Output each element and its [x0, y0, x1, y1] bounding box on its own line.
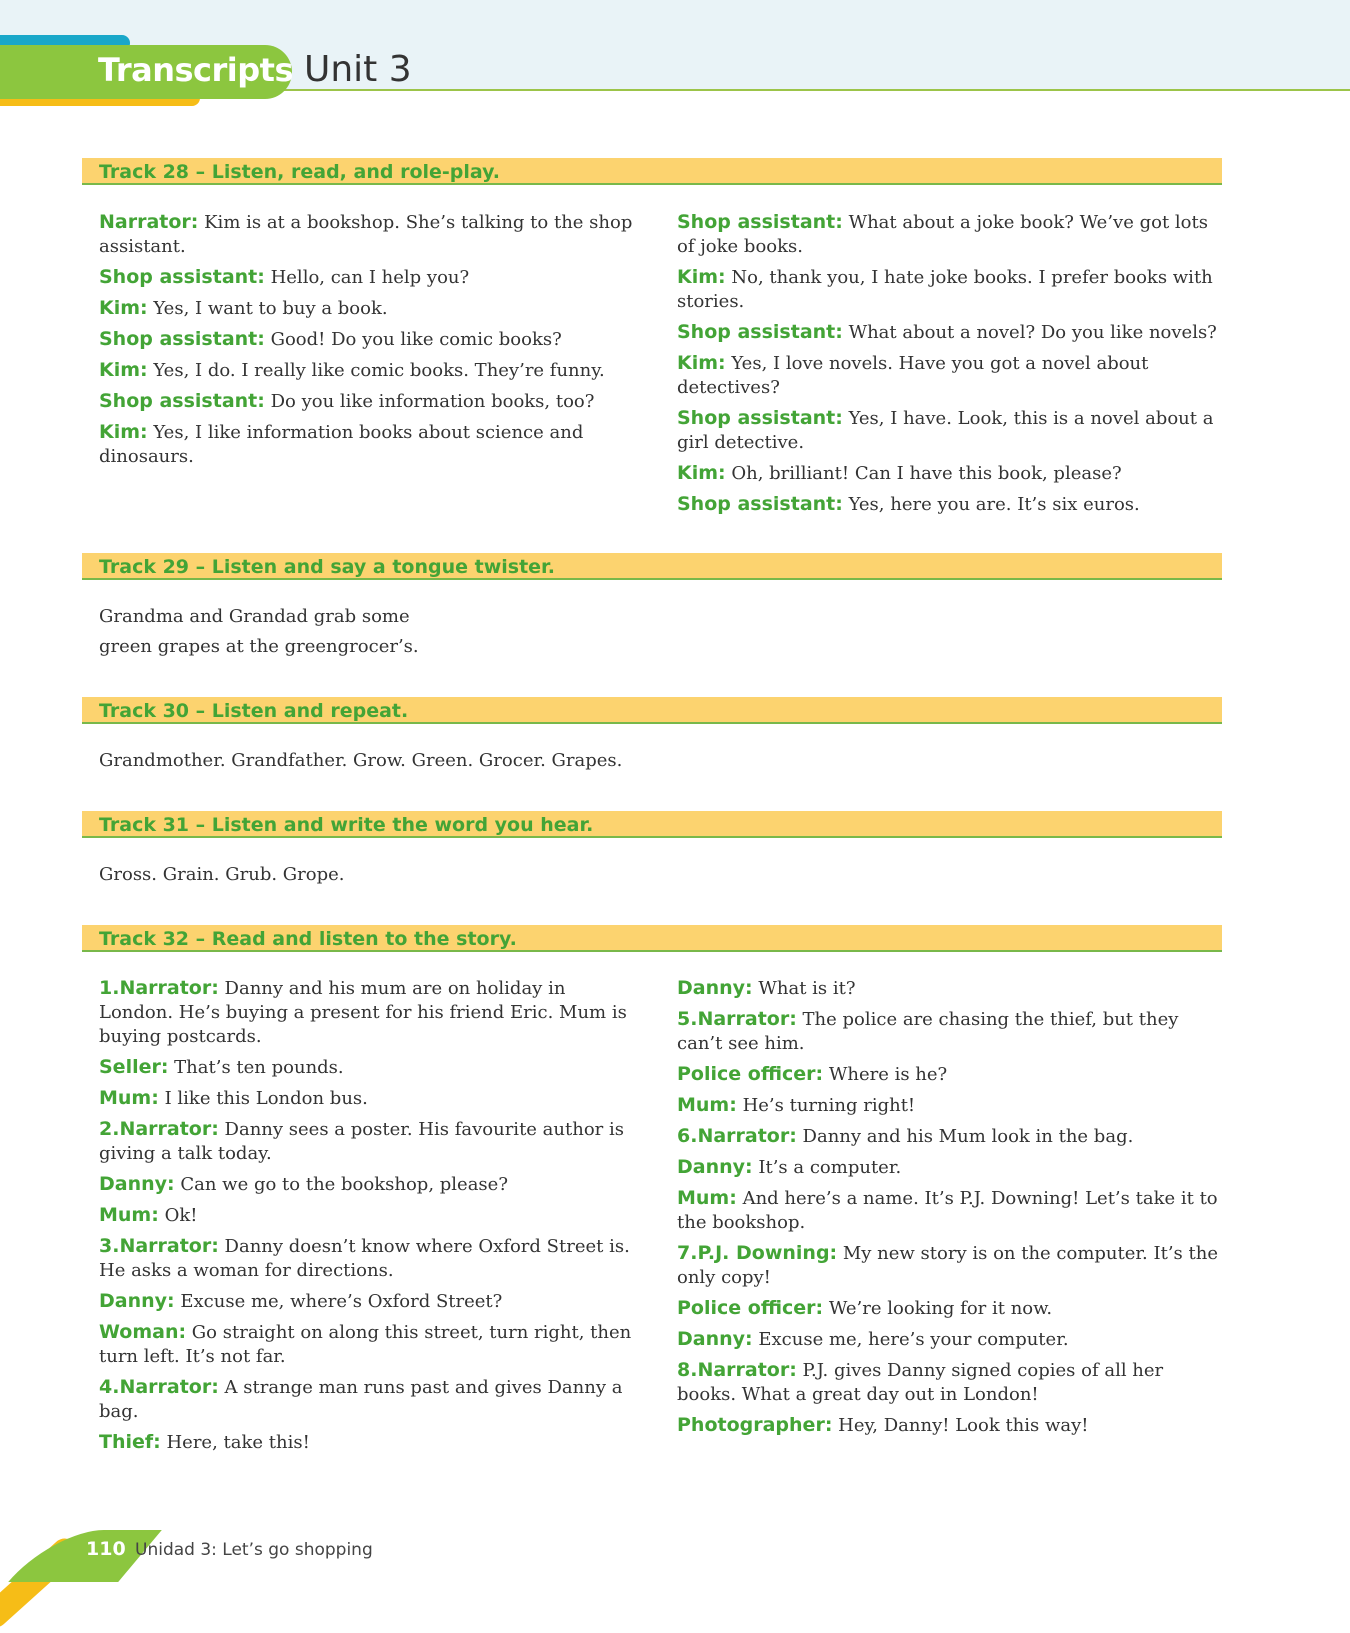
dialogue-line: Mum: He’s turning right!: [677, 1094, 916, 1116]
dialogue-line: Police officer: We’re looking for it now.: [677, 1297, 1053, 1319]
dialogue-line: Shop assistant: Do you like information books, too?: [99, 390, 595, 412]
page-number: 110: [86, 1538, 126, 1560]
dialogue-line: 4.Narrator: A strange man runs past and gives Danny a bag.: [99, 1376, 623, 1422]
dialogue-line: Shop assistant: What about a novel? Do you like novels?: [677, 321, 1217, 343]
dialogue-line: 2.Narrator: Danny sees a poster. His favourite author is giving a talk today.: [99, 1118, 624, 1164]
dialogue-line: Woman: Go straight on along this street, turn right, then turn left. It’s not far.: [99, 1321, 632, 1367]
dialogue-line: Kim: Yes, I like information books about science and dinosaurs.: [99, 421, 584, 467]
dialogue-line: Seller: That’s ten pounds.: [99, 1056, 344, 1078]
track-28-left-column: [99, 210, 644, 475]
dialogue-line: Shop assistant: Yes, here you are. It’s six euros.: [677, 493, 1140, 515]
dialogue-line: 5.Narrator: The police are chasing the thief, but they can’t see him.: [677, 1008, 1179, 1054]
track-28-heading: Track 28 – Listen, read, and role-play.: [82, 158, 1222, 185]
dialogue-line: Danny: Excuse me, here’s your computer.: [677, 1328, 1069, 1350]
tongue-twister-line-2: green grapes at the greengrocer’s.: [99, 636, 419, 657]
dialogue-line: Shop assistant: Yes, I have. Look, this is a novel about a girl detective.: [677, 407, 1214, 453]
dialogue-line: Danny: It’s a computer.: [677, 1156, 902, 1178]
dialogue-line: Mum: Ok!: [99, 1204, 198, 1226]
dialogue-line: Kim: Yes, I do. I really like comic books. They’re funny.: [99, 359, 605, 381]
dialogue-line: Kim: Oh, brilliant! Can I have this book, please?: [677, 462, 1122, 484]
dialogue-line: Shop assistant: Good! Do you like comic books?: [99, 328, 562, 350]
tongue-twister-line-1: Grandma and Grandad grab some: [99, 606, 410, 627]
track-32-left-column: [99, 976, 644, 1461]
track-30-heading: Track 30 – Listen and repeat.: [82, 697, 1222, 724]
track-30-text: Grandmother. Grandfather. Grow. Green. Grocer. Grapes.: [99, 750, 623, 771]
dialogue-line: Danny: Can we go to the bookshop, please?: [99, 1173, 508, 1195]
dialogue-line: 3.Narrator: Danny doesn’t know where Oxford Street is. He asks a woman for directions.: [99, 1235, 630, 1281]
footer-running-title: Unidad 3: Let’s go shopping: [135, 1540, 373, 1560]
header-rule: [280, 89, 1350, 91]
dialogue-line: 8.Narrator: P.J. gives Danny signed copies of all her books. What a great day out in London!: [677, 1359, 1164, 1405]
track-31-text: Gross. Grain. Grub. Grope.: [99, 864, 345, 885]
section-title: Transcripts: [98, 51, 293, 89]
dialogue-line: 1.Narrator: Danny and his mum are on holiday in London. He’s buying a present for his friend Eric. Mum is buying postcards.: [99, 977, 627, 1047]
dialogue-line: Danny: What is it?: [677, 977, 856, 999]
dialogue-line: Shop assistant: What about a joke book? We’ve got lots of joke books.: [677, 211, 1208, 257]
dialogue-line: Photographer: Hey, Danny! Look this way!: [677, 1414, 1089, 1436]
dialogue-line: Mum: I like this London bus.: [99, 1087, 368, 1109]
dialogue-line: Kim: No, thank you, I hate joke books. I prefer books with stories.: [677, 266, 1213, 312]
track-32-right-column: [677, 976, 1222, 1444]
dialogue-line: Shop assistant: Hello, can I help you?: [99, 266, 470, 288]
dialogue-line: Mum: And here’s a name. It’s P.J. Downing! Let’s take it to the bookshop.: [677, 1187, 1218, 1233]
unit-title: Unit 3: [304, 49, 412, 90]
dialogue-line: Police officer: Where is he?: [677, 1063, 948, 1085]
dialogue-line: Danny: Excuse me, where’s Oxford Street?: [99, 1290, 503, 1312]
dialogue-line: Narrator: Kim is at a bookshop. She’s talking to the shop assistant.: [99, 211, 633, 257]
dialogue-line: Kim: Yes, I want to buy a book.: [99, 297, 388, 319]
dialogue-line: 6.Narrator: Danny and his Mum look in the bag.: [677, 1125, 1134, 1147]
track-32-heading: Track 32 – Read and listen to the story.: [82, 925, 1222, 952]
track-29-heading: Track 29 – Listen and say a tongue twister.: [82, 553, 1222, 580]
track-31-heading: Track 31 – Listen and write the word you hear.: [82, 811, 1222, 838]
dialogue-line: Kim: Yes, I love novels. Have you got a novel about detectives?: [677, 352, 1149, 398]
dialogue-line: 7.P.J. Downing: My new story is on the computer. It’s the only copy!: [677, 1242, 1218, 1288]
dialogue-line: Thief: Here, take this!: [99, 1431, 310, 1453]
track-28-right-column: [677, 210, 1222, 523]
